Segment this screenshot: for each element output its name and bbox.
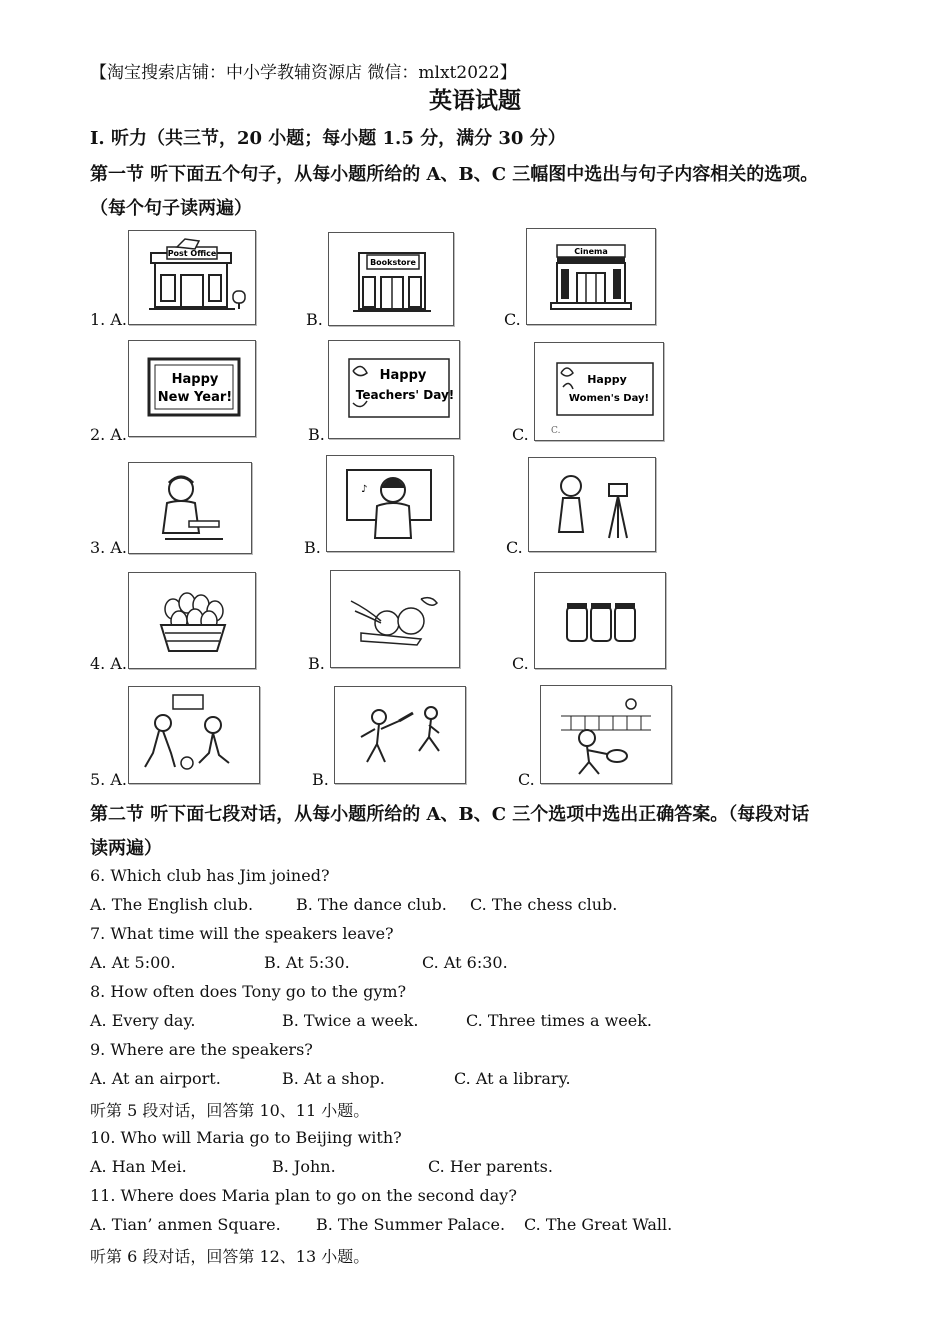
svg-text:Happy: Happy (171, 372, 219, 387)
q8-option-b[interactable]: B. Twice a week. (282, 1011, 419, 1030)
q3-option-a-image[interactable] (128, 462, 252, 554)
q9-text: 9. Where are the speakers? (90, 1040, 313, 1059)
q2-option-a-image[interactable] (128, 340, 256, 437)
svg-text:♪: ♪ (361, 484, 368, 495)
section2-heading: 第二节 听下面七段对话，从每小题所给的 A、B、C 三个选项中选出正确答案。（每段对话 (90, 804, 810, 825)
q5-option-a-image[interactable] (128, 686, 260, 784)
womens-day-card-icon (535, 343, 663, 440)
q4-label-c: C. (512, 654, 529, 673)
bookstore-sign: Bookstore (370, 258, 416, 267)
q2-label-c: C. (512, 425, 529, 444)
tennis-icon (541, 686, 671, 783)
q6-option-b[interactable]: B. The dance club. (296, 895, 447, 914)
q5-option-c-image[interactable] (540, 685, 672, 784)
egg-basket-icon (129, 573, 255, 668)
football-icon (129, 687, 259, 783)
q8-option-c[interactable]: C. Three times a week. (466, 1011, 653, 1030)
vegetables-icon (331, 571, 459, 667)
q6-text: 6. Which club has Jim joined? (90, 866, 330, 885)
svg-text:Teachers' Day!: Teachers' Day! (355, 388, 455, 402)
q8-option-a[interactable]: A. Every day. (90, 1011, 196, 1030)
svg-text:Women's Day!: Women's Day! (568, 393, 650, 404)
teachers-day-card-icon (329, 341, 459, 438)
svg-text:New Year!: New Year! (157, 390, 233, 405)
page-title: 英语试题 (429, 87, 521, 114)
post-office-icon (129, 231, 255, 324)
q1-label: 1. A. (90, 310, 127, 329)
q1-option-b-image[interactable] (328, 232, 454, 326)
q1-label-b: B. (306, 310, 323, 329)
svg-text:C.: C. (551, 426, 561, 436)
q3-option-b-image[interactable] (326, 455, 454, 552)
section1-heading: 第一节 听下面五个句子，从每小题所给的 A、B、C 三幅图中选出与句子内容相关的选项。 (90, 164, 819, 185)
q5-label: 5. A. (90, 770, 127, 789)
q3-option-c-image[interactable] (528, 457, 656, 552)
header-note: 【淘宝搜索店铺：中小学教辅资源店 微信：mlxt2022】 (90, 63, 517, 83)
q4-label: 4. A. (90, 654, 127, 673)
q7-text: 7. What time will the speakers leave? (90, 924, 394, 943)
section1-heading-2: （每个句子读两遍） (90, 198, 252, 219)
q9-option-c[interactable]: C. At a library. (454, 1069, 571, 1088)
svg-text:Happy: Happy (587, 373, 627, 386)
q6-option-a[interactable]: A. The English club. (90, 895, 254, 914)
svg-text:Happy: Happy (379, 368, 427, 383)
q11-option-a[interactable]: A. Tian’ anmen Square. (90, 1215, 281, 1234)
reporter-camera-icon (529, 458, 655, 551)
cinema-icon (527, 229, 655, 324)
q8-text: 8. How often does Tony go to the gym? (90, 982, 407, 1001)
q1-option-a-image[interactable] (128, 230, 256, 325)
q5-label-c: C. (518, 770, 535, 789)
q2-label-b: B. (308, 425, 325, 444)
q5-option-b-image[interactable] (334, 686, 466, 784)
q4-option-b-image[interactable] (330, 570, 460, 668)
q5-label-b: B. (312, 770, 329, 789)
q10-option-c[interactable]: C. Her parents. (428, 1157, 553, 1176)
q7-option-b[interactable]: B. At 5:30. (264, 953, 350, 972)
q11-text: 11. Where does Maria plan to go on the second day? (90, 1186, 517, 1205)
q7-option-c[interactable]: C. At 6:30. (422, 953, 508, 972)
q2-option-b-image[interactable] (328, 340, 460, 439)
q2-option-c-image[interactable] (534, 342, 664, 441)
teacher-icon (327, 456, 453, 551)
dialogue-5-note: 听第 5 段对话，回答第 10、11 小题。 (90, 1101, 370, 1120)
q2-label: 2. A. (90, 425, 127, 444)
q11-option-c[interactable]: C. The Great Wall. (524, 1215, 673, 1234)
bookstore-icon (329, 233, 453, 325)
milk-jars-icon (535, 573, 665, 668)
post-office-sign: Post Office (167, 249, 217, 258)
q1-option-c-image[interactable] (526, 228, 656, 325)
q3-label-c: C. (506, 538, 523, 557)
new-year-card-icon (129, 341, 255, 436)
nurse-icon (129, 463, 251, 553)
baseball-icon (335, 687, 465, 783)
q3-label: 3. A. (90, 538, 127, 557)
q4-label-b: B. (308, 654, 325, 673)
q9-option-b[interactable]: B. At a shop. (282, 1069, 385, 1088)
q3-label-b: B. (304, 538, 321, 557)
dialogue-6-note: 听第 6 段对话，回答第 12、13 小题。 (90, 1247, 370, 1266)
part1-heading: Ⅰ. 听力（共三节，20 小题；每小题 1.5 分，满分 30 分） (90, 128, 566, 149)
section2-heading-2: 读两遍） (90, 838, 162, 859)
q9-option-a[interactable]: A. At an airport. (90, 1069, 221, 1088)
q1-label-c: C. (504, 310, 521, 329)
q4-option-c-image[interactable] (534, 572, 666, 669)
q4-option-a-image[interactable] (128, 572, 256, 669)
cinema-sign: Cinema (574, 247, 608, 256)
q10-option-b[interactable]: B. John. (272, 1157, 336, 1176)
q7-option-a[interactable]: A. At 5:00. (90, 953, 176, 972)
q10-text: 10. Who will Maria go to Beijing with? (90, 1128, 402, 1147)
q6-option-c[interactable]: C. The chess club. (470, 895, 618, 914)
q11-option-b[interactable]: B. The Summer Palace. (316, 1215, 506, 1234)
q10-option-a[interactable]: A. Han Mei. (90, 1157, 187, 1176)
